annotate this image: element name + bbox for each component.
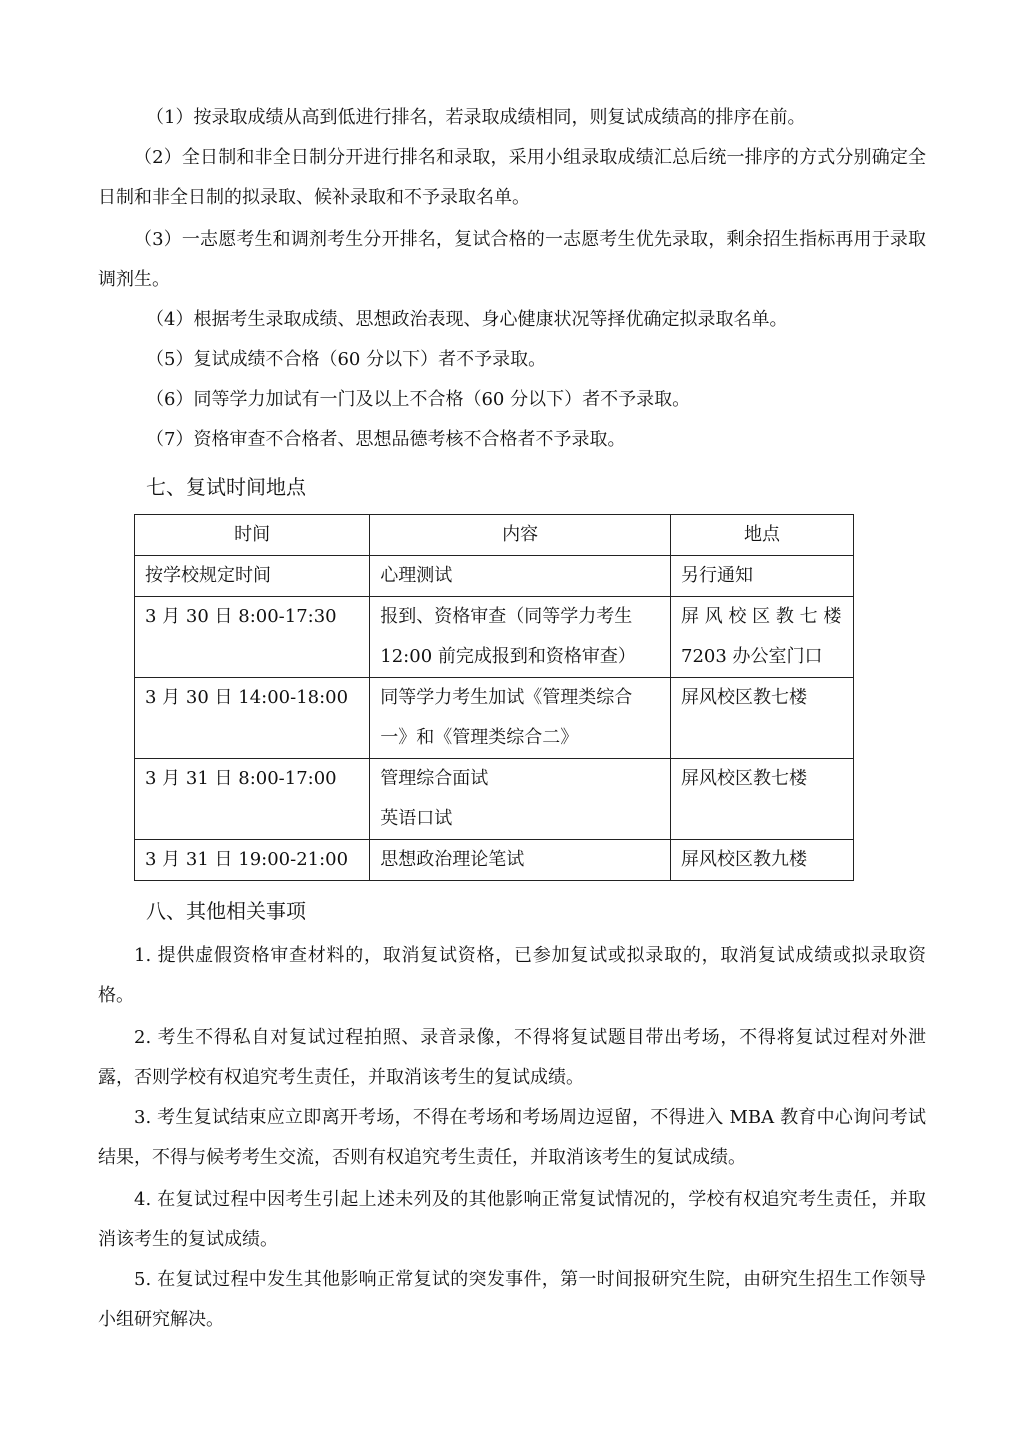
cell-content-line: 同等学力考生加试《管理类综合 — [380, 687, 633, 708]
cell-place — [671, 678, 854, 759]
cell-content-line: 一》和《管理类综合二》 — [380, 727, 579, 748]
table-row — [135, 556, 854, 597]
rule-paragraph-3: （3）一志愿考生和调剂考生分开排名，复试合格的一志愿考生优先录取，剩余招生指标再用于录取调剂生。 — [98, 229, 926, 290]
rule-paragraph-7: （7）资格审查不合格者、思想品德考核不合格者不予录取。 — [146, 429, 626, 450]
cell-place-line: 屏 风 校 区 教 七 楼 — [681, 606, 842, 627]
cell-place-line: 屏风校区教九楼 — [681, 849, 808, 870]
cell-content-line: 管理综合面试 — [380, 768, 489, 789]
notice-paragraph-3: 3. 考生复试结束应立即离开考场，不得在考场和考场周边逗留，不得进入 MBA 教育中心询问考试结果，不得与候考考生交流，否则有权追究考生责任，并取消该考生的复试成绩。 — [98, 1107, 926, 1168]
table-row — [135, 678, 854, 759]
rule-paragraph-1: （1）按录取成绩从高到低进行排名，若录取成绩相同，则复试成绩高的排序在前。 — [146, 107, 806, 128]
table-row — [135, 597, 854, 678]
header-time: 时间 — [135, 515, 370, 556]
schedule-table — [134, 514, 854, 881]
table-header-row — [135, 515, 854, 556]
rule-paragraph-5: （5）复试成绩不合格（60 分以下）者不予录取。 — [146, 349, 547, 370]
table-row — [135, 759, 854, 840]
cell-content-line: 英语口试 — [380, 808, 453, 829]
cell-content — [370, 759, 671, 840]
cell-content — [370, 840, 671, 881]
cell-place-line: 另行通知 — [681, 565, 754, 586]
rule-paragraph-6: （6）同等学力加试有一门及以上不合格（60 分以下）者不予录取。 — [146, 389, 691, 410]
notice-paragraph-1: 1. 提供虚假资格审查材料的，取消复试资格，已参加复试或拟录取的，取消复试成绩或拟录取资格。 — [98, 945, 926, 1006]
cell-time: 按学校规定时间 — [135, 556, 370, 597]
cell-place — [671, 840, 854, 881]
cell-time: 3 月 31 日 19:00-21:00 — [135, 840, 370, 881]
section-7-heading: 七、复试时间地点 — [146, 475, 306, 499]
cell-time: 3 月 31 日 8:00-17:00 — [135, 759, 370, 840]
cell-content — [370, 597, 671, 678]
cell-content-line: 报到、资格审查（同等学力考生 — [380, 606, 633, 627]
header-place: 地点 — [671, 515, 854, 556]
cell-content — [370, 678, 671, 759]
cell-place — [671, 759, 854, 840]
section-8-heading: 八、其他相关事项 — [146, 899, 306, 923]
rule-paragraph-2: （2）全日制和非全日制分开进行排名和录取，采用小组录取成绩汇总后统一排序的方式分别确定全日制和非全日制的拟录取、候补录取和不予录取名单。 — [98, 147, 926, 208]
cell-place-line: 7203 办公室门口 — [681, 646, 823, 667]
notice-paragraph-5: 5. 在复试过程中发生其他影响正常复试的突发事件，第一时间报研究生院，由研究生招生工作领导小组研究解决。 — [98, 1269, 926, 1330]
rule-paragraph-4: （4）根据考生录取成绩、思想政治表现、身心健康状况等择优确定拟录取名单。 — [146, 309, 788, 330]
cell-time: 3 月 30 日 8:00-17:30 — [135, 597, 370, 678]
notice-paragraph-2: 2. 考生不得私自对复试过程拍照、录音录像，不得将复试题目带出考场，不得将复试过程对外泄露，否则学校有权追究考生责任，并取消该考生的复试成绩。 — [98, 1027, 926, 1088]
cell-place — [671, 556, 854, 597]
cell-place-line: 屏风校区教七楼 — [681, 768, 808, 789]
notice-paragraph-4: 4. 在复试过程中因考生引起上述未列及的其他影响正常复试情况的，学校有权追究考生责任，并取消该考生的复试成绩。 — [98, 1189, 926, 1250]
cell-place — [671, 597, 854, 678]
cell-content-line: 12:00 前完成报到和资格审查） — [380, 646, 636, 667]
cell-time: 3 月 30 日 14:00-18:00 — [135, 678, 370, 759]
header-content: 内容 — [370, 515, 671, 556]
cell-place-line: 屏风校区教七楼 — [681, 687, 808, 708]
cell-content-line: 思想政治理论笔试 — [380, 849, 525, 870]
cell-content — [370, 556, 671, 597]
table-row — [135, 840, 854, 881]
cell-content-line: 心理测试 — [380, 565, 453, 586]
